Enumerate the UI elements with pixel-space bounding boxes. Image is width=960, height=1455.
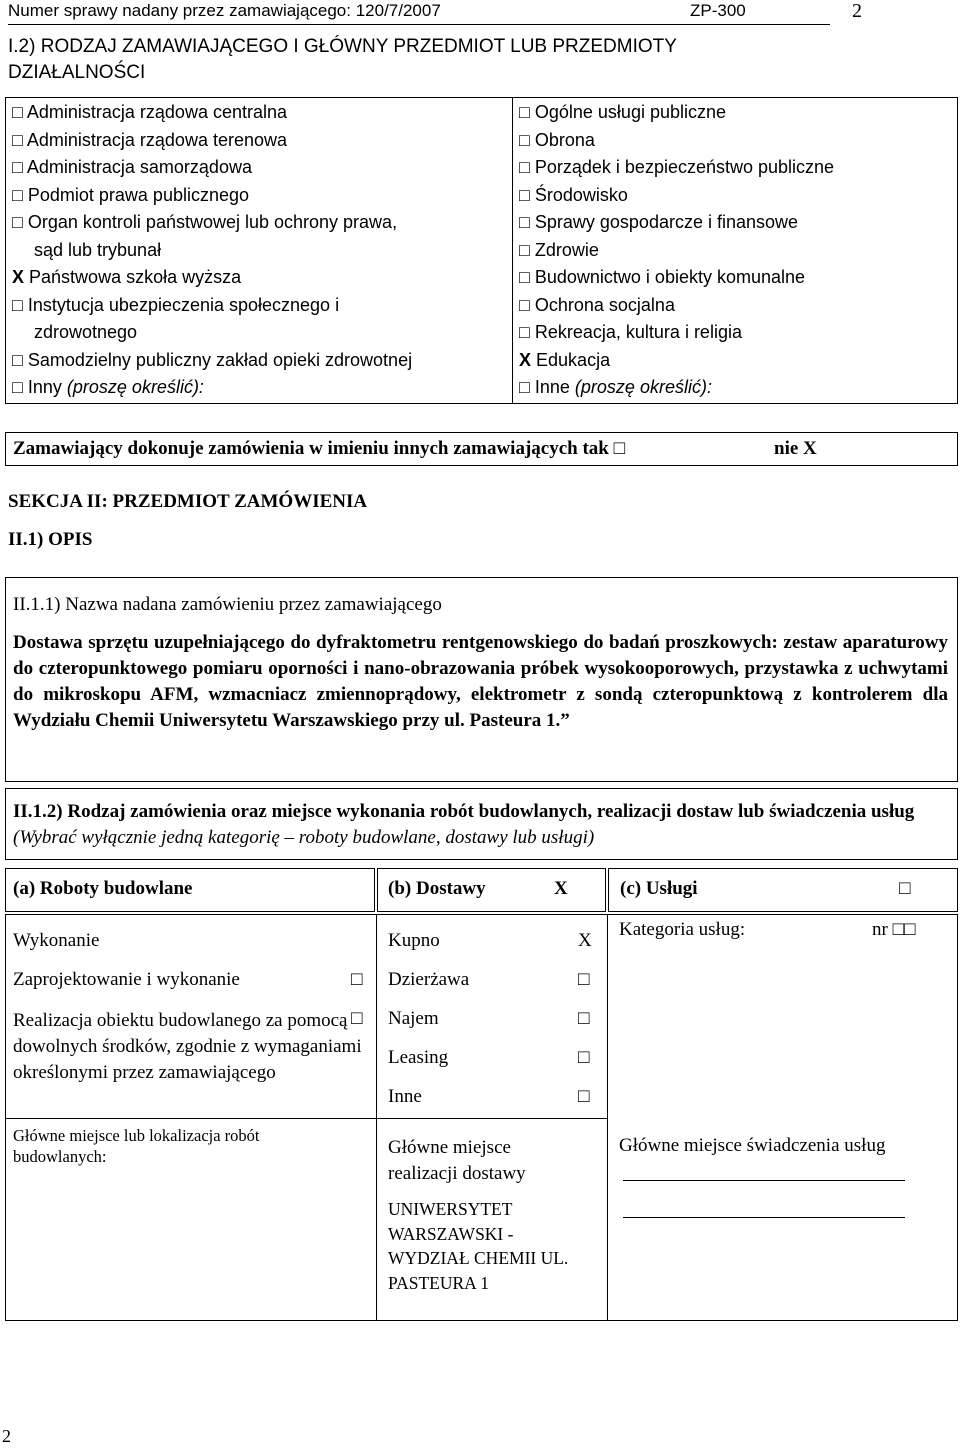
- row-divider: [6, 1118, 607, 1119]
- activity-item[interactable]: □ Rekreacja, kultura i religia: [519, 322, 742, 342]
- contracting-authority-box: [5, 97, 958, 404]
- services-title: (c) Usługi: [620, 878, 698, 899]
- supplies-item-mark[interactable]: □: [578, 1047, 590, 1068]
- on-behalf-answer[interactable]: nie X: [774, 438, 817, 459]
- section-ii-subtitle: II.1) OPIS: [8, 529, 93, 550]
- services-location-line-2[interactable]: [623, 1217, 905, 1218]
- column-divider: [512, 98, 513, 403]
- supplies-item-label: Leasing: [388, 1047, 449, 1068]
- supplies-header-cell: [377, 868, 606, 912]
- supplies-item-mark[interactable]: □: [578, 969, 590, 990]
- supplies-item-mark[interactable]: □: [578, 1008, 590, 1029]
- section-ii-title: SEKCJA II: PRZEDMIOT ZAMÓWIENIA: [8, 491, 368, 512]
- other-label: □ Inne: [519, 377, 575, 397]
- contract-type-heading: [13, 799, 948, 851]
- supplies-location-label: Główne miejsce realizacji dostawy: [388, 1137, 526, 1184]
- activity-item[interactable]: □ Porządek i bezpieczeństwo publiczne: [519, 157, 835, 177]
- activity-item[interactable]: □ Środowisko: [519, 184, 628, 205]
- works-item-label: Zaprojektowanie i wykonanie: [13, 969, 240, 990]
- supplies-location-value: UNIWERSYTET WARSZAWSKI - WYDZIAŁ CHEMII UL. PASTEURA 1: [388, 1199, 569, 1293]
- services-header-cell: [608, 868, 958, 912]
- checked-mark: X: [12, 267, 25, 287]
- authority-type-item[interactable]: □ Administracja rządowa terenowa: [12, 129, 288, 150]
- works-header-cell: [5, 868, 375, 912]
- on-behalf-box: [5, 432, 958, 466]
- header-rule: [8, 24, 830, 25]
- activity-label: Edukacja: [536, 349, 611, 370]
- authority-type-item-checked[interactable]: [12, 264, 412, 292]
- works-item-checkbox[interactable]: □: [351, 969, 363, 990]
- supplies-item-label: Dzierżawa: [388, 969, 470, 990]
- header-page-number: 2: [852, 0, 862, 22]
- supplies-title: (b) Dostawy: [388, 878, 486, 899]
- activity-item[interactable]: □ Ogólne usługi publiczne: [519, 102, 726, 122]
- section-i2-title-line2: DZIAŁALNOŚCI: [8, 62, 146, 83]
- contract-type-heading-hint: (Wybrać wyłącznie jedną kategorię – roboty budowlane, dostawy lub usługi): [13, 827, 595, 848]
- on-behalf-question[interactable]: Zamawiający dokonuje zamówienia w imieniu innych zamawiających tak □: [13, 438, 626, 459]
- supplies-item-label: Najem: [388, 1008, 439, 1029]
- other-hint: (proszę określić):: [574, 377, 712, 397]
- contract-name-heading: II.1.1) Nazwa nadana zamówieniu przez zamawiającego: [13, 594, 442, 615]
- supplies-item-mark[interactable]: □: [578, 1086, 590, 1107]
- activity-item[interactable]: □ Obrona: [519, 129, 595, 150]
- services-checkbox[interactable]: □: [899, 878, 911, 899]
- supplies-item-label: Inne: [388, 1086, 422, 1107]
- authority-type-label: Państwowa szkoła wyższa: [29, 267, 242, 287]
- activity-item[interactable]: □ Ochrona socjalna: [519, 294, 675, 315]
- authority-type-item[interactable]: □ Samodzielny publiczny zakład opieki zdrowotnej: [12, 349, 413, 370]
- authority-type-item[interactable]: □ Administracja rządowa centralna: [12, 102, 288, 122]
- form-code: ZP-300: [690, 1, 746, 20]
- authority-type-list: [12, 99, 412, 402]
- case-number: Numer sprawy nadany przez zamawiającego: 120/7/2007: [8, 1, 441, 20]
- supplies-item-label: Kupno: [388, 930, 440, 951]
- contract-name-box: [5, 577, 958, 782]
- works-item-label: Realizacja obiektu budowlanego za pomocą dowolnych środków, zgodnie z wymaganiami określonymi przez zamawiającego: [13, 1010, 362, 1083]
- categories-detail-box: [5, 914, 958, 1321]
- activity-item[interactable]: □ Budownictwo i obiekty komunalne: [519, 267, 806, 287]
- supplies-selected-mark[interactable]: X: [554, 878, 568, 899]
- authority-type-item-cont: sąd lub trybunał: [34, 239, 162, 260]
- authority-type-item[interactable]: □ Organ kontroli państwowej lub ochrony prawa,: [12, 212, 398, 232]
- authority-type-item-other[interactable]: [12, 374, 412, 402]
- authority-type-item[interactable]: □ Administracja samorządowa: [12, 157, 252, 177]
- authority-type-item-cont: zdrowotnego: [34, 322, 138, 342]
- other-label: □ Inny: [12, 377, 67, 397]
- works-title: (a) Roboty budowlane: [13, 878, 193, 899]
- services-location-label: Główne miejsce świadczenia usług: [619, 1135, 886, 1156]
- main-activity-list: [519, 99, 834, 402]
- contract-type-heading-bold: II.1.2) Rodzaj zamówienia oraz miejsce wykonania robót budowlanych, realizacji dostaw lub świadczenia usług: [13, 801, 915, 822]
- contract-type-box: [5, 788, 958, 860]
- section-i2-title-line1: I.2) RODZAJ ZAMAWIAJĄCEGO I GŁÓWNY PRZEDMIOT LUB PRZEDMIOTY: [8, 36, 677, 57]
- works-item-label: Wykonanie: [13, 930, 100, 951]
- activity-item-checked[interactable]: [519, 347, 834, 375]
- services-category-label: Kategoria usług:: [619, 919, 746, 940]
- activity-item[interactable]: □ Sprawy gospodarcze i finansowe: [519, 212, 799, 232]
- services-category-nr[interactable]: nr □□: [872, 919, 916, 940]
- col-divider-2: [607, 915, 608, 1320]
- services-location-line-1[interactable]: [623, 1180, 905, 1181]
- supplies-item-mark[interactable]: X: [578, 930, 592, 951]
- footer-page-number: 2: [2, 1426, 11, 1446]
- contract-name-text: Dostawa sprzętu uzupełniającego do dyfraktometru rentgenowskiego do badań proszkowych: zestaw aparaturowy do czteropunktowego pomiaru oporności i nano-obrazowania próbek wysokooporowych, przystawka z uchwytami do mikroskopu AFM, wzmacniacz zmiennoprądowy, elektrometr z sondą czteropunktową z kontrolerem dla Wydziału Chemii Uniwersytetu Warszawskiego przy ul. Pasteura 1.”: [13, 632, 948, 731]
- works-location-label: Główne miejsce lub lokalizacja robót budowlanych:: [13, 1126, 260, 1166]
- other-hint: (proszę określić):: [66, 377, 204, 397]
- activity-item[interactable]: □ Zdrowie: [519, 239, 599, 260]
- authority-type-item[interactable]: □ Instytucja ubezpieczenia społecznego i: [12, 294, 340, 315]
- checked-mark: X: [519, 349, 532, 370]
- authority-type-item[interactable]: □ Podmiot prawa publicznego: [12, 184, 250, 205]
- works-item-checkbox[interactable]: □: [351, 1008, 363, 1029]
- activity-item-other[interactable]: [519, 374, 834, 402]
